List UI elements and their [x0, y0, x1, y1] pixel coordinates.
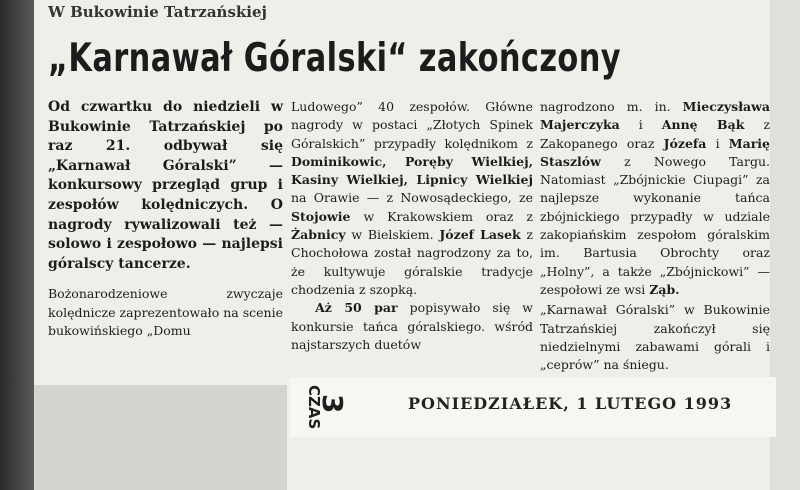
- logo-number: 3: [316, 394, 349, 414]
- text-run: w Bielskiem.: [345, 227, 440, 243]
- paper-shadow: [34, 385, 287, 490]
- column-2: [291, 98, 533, 354]
- bold-run: Józef Lasek: [439, 227, 521, 243]
- czas-logo-icon: [293, 382, 355, 432]
- bold-run: Marię Staszlów: [540, 135, 770, 169]
- column-1: [48, 98, 283, 340]
- text-run: nagrodzono m. in.: [540, 99, 683, 114]
- paragraph: [540, 98, 770, 299]
- bold-run: Stojowie: [291, 208, 351, 224]
- paragraph: [291, 98, 533, 299]
- text-run: w Krakowskiem oraz z: [350, 208, 533, 224]
- scan-edge-left: [0, 0, 34, 490]
- text-run: Ludowego” 40 zespołów. Główne nagrody w postaci „Złotych Spinek Góralskich” przypadły kolędnikom z: [291, 99, 533, 151]
- bold-run: Żabnicy: [291, 227, 346, 243]
- lead-paragraph: Od czwartku do niedzieli w Bukowinie Tatrzańskiej po raz 21. odbywał się „Karnawał Góralski” — konkursowy przegląd grup i zespołów kolędniczych. O nagrody rywalizowali też — solowo i zespołowo — najlepsi góralscy tancerze.: [48, 99, 283, 272]
- text-run: z Nowego Targu. Natomiast „Zbójnickie Ciupagi” za najlepsze wykonanie tańca zbójnickiego przypadły w udziale zakopiańskim zespołom góralskim im. Bartusia Obrochty oraz „Holny”, a także „Zbójnickowi” — zespołowi ze wsi: [540, 153, 770, 297]
- article-headline: „Karnawał Góralski“ zakończony: [48, 36, 621, 81]
- bold-run: Dominikowic, Poręby Wielkiej, Kasiny Wielkiej, Lipnicy Wielkiej: [291, 153, 533, 188]
- bold-run: Ząb.: [649, 281, 680, 297]
- paragraph: [291, 299, 533, 354]
- logo-text: CZAS: [305, 385, 323, 430]
- text-run: z Zakopanego oraz: [540, 117, 770, 151]
- text-run: i: [619, 117, 662, 133]
- paragraph: Bożonarodzeniowe zwyczaje kolędnicze zaprezentowało na scenie bukowińskiego „Domu: [48, 286, 283, 338]
- paragraph: „Karnawał Góralski” w Bukowinie Tatrzańskiej zakończył się niedzielnymi zabawami górali i „ceprów” na śniegu.: [540, 302, 770, 373]
- text-run: z Chochołowa został nagrodzony za to, że kultywuje góralskie tradycje chodzenia z szopką.: [291, 227, 533, 297]
- bold-run: Aż 50 par: [315, 300, 398, 316]
- article-kicker: W Bukowinie Tatrzańskiej: [48, 3, 267, 21]
- issue-date: PONIEDZIAŁEK, 1 LUTEGO 1993: [408, 394, 733, 413]
- text-run: na Orawie — z Nowosądeckiego, ze: [291, 190, 533, 206]
- bold-run: Józefa: [663, 135, 707, 151]
- bold-run: Mieczysława Majerczyka: [540, 99, 770, 133]
- text-run: i: [706, 135, 729, 151]
- text-run: popisywało się w konkursie tańca góralskiego. wśród najstarszych duetów: [291, 300, 533, 352]
- bold-run: Annę Bąk: [661, 117, 745, 133]
- column-3: [540, 98, 770, 374]
